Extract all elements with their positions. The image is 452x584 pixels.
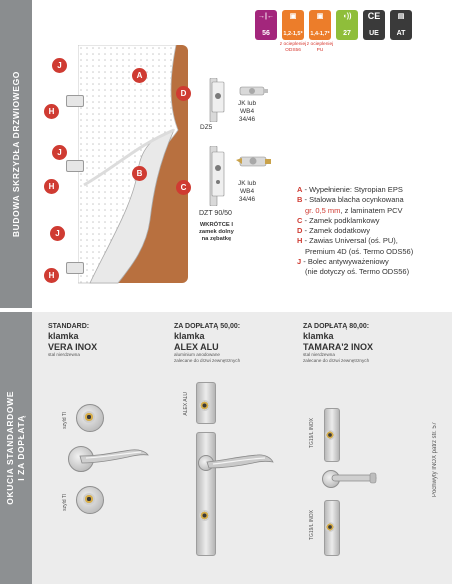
keyhole-icon [83, 493, 95, 505]
lower-cylinder-label: JK lub WB4 34/46 [238, 180, 257, 203]
marker-h: H [44, 104, 59, 119]
badge-thermal-pu [309, 10, 331, 40]
badge-ce-value: UE [369, 30, 379, 37]
thermal-icon: ▣ [289, 13, 297, 20]
product-heading: ZA DOPŁATĄ 50,00: [174, 323, 241, 330]
escutcheon-label: szyld Tl [62, 494, 68, 511]
tamara-handle-icon [330, 468, 380, 490]
tamara-plate-label: TG19/L INOX [309, 510, 315, 541]
legend-item-j: J - Bolec antywyważeniowy [297, 257, 389, 267]
lower-lock-note: WKRÓTCE I zamek dolny na zębatkę [199, 222, 234, 242]
legend-item-c: C - Zamek podklamkowy [297, 215, 380, 225]
product-heading: STANDARD: [48, 323, 90, 330]
marker-j: J [52, 145, 67, 160]
keyhole-icon [325, 522, 335, 532]
badge-thermal-value: 1,2-1,5* [283, 31, 303, 37]
sidebar-bottom-line1: OKUCIA STANDARDOWE [5, 391, 15, 505]
marker-c: C [176, 180, 191, 195]
badge-thermal-sub: z ociepleniej ODS56 [279, 42, 307, 53]
upper-cylinder-icon [239, 84, 269, 98]
product-kind: klamka [174, 331, 205, 341]
marker-j: J [50, 226, 65, 241]
alex-label: ALEX ALU [183, 392, 189, 416]
legend [297, 185, 449, 278]
keyhole-icon [325, 430, 335, 440]
product-standard [48, 322, 97, 358]
sidebar-fittings [0, 312, 32, 584]
legend-item-b-detail: gr. 0,5 mm, z laminatem PCV [305, 205, 403, 215]
marker-a: A [132, 68, 147, 83]
product-desc: stal nierdzewna zalecane do drzwi zewnętrznych [303, 352, 370, 363]
badge-ce [363, 10, 385, 40]
badge-thickness [255, 10, 277, 40]
marker-d: D [176, 86, 191, 101]
badge-at [390, 10, 412, 40]
lower-lock-model: DZT 90/50 [199, 210, 232, 217]
badge-thermal-pu-value: 1,4-1,7* [310, 31, 330, 37]
product-name: VERA INOX [48, 341, 98, 352]
keyhole-icon [83, 411, 95, 423]
product-name: ALEX ALU [174, 341, 219, 352]
legend-item-b: B - Stalowa blacha ocynkowana [297, 195, 404, 205]
product-heading: ZA DOPŁATĄ 80,00: [303, 323, 370, 330]
sidebar-top-label: BUDOWA SKRZYDŁA DRZWIOWEGO [10, 70, 21, 238]
legend-item-d: D - Zamek dodatkowy [297, 226, 370, 236]
tamara-plate-label: TG19/L INOX [309, 418, 315, 449]
keyhole-icon [199, 400, 210, 411]
legend-item-a: A - Wypełnienie: Styropian EPS [297, 185, 403, 194]
sidebar-bottom-line2: I ZA DOPŁATĄ [16, 415, 26, 481]
thermal-icon: ▣ [316, 13, 324, 20]
acoustic-icon: ◖)) [342, 13, 352, 20]
legend-item-h-detail: Premium 4D (oś. Termo ODS56) [305, 246, 414, 256]
badge-thermal-ods56 [282, 10, 304, 40]
upper-lock-model: DZ5 [200, 124, 213, 131]
escutcheon-label: szyld Tl [62, 412, 68, 429]
product-kind: klamka [48, 331, 79, 341]
ce-mark-icon: CE [367, 11, 381, 21]
lower-lock-icon [204, 146, 226, 206]
alex-handle-icon [205, 450, 275, 478]
upper-cylinder-label: JK lub WB4 34/46 [238, 100, 257, 123]
hinge [66, 262, 84, 274]
hinge [66, 95, 84, 107]
certificate-icon: ▤ [397, 13, 405, 20]
sidebar-bottom-label [5, 391, 27, 505]
legend-item-h: H - Zawias Universal (oś. PU), [297, 236, 398, 246]
hinge [66, 160, 84, 172]
product-alex-alu [174, 322, 240, 364]
vera-handle-icon [76, 446, 152, 472]
sidebar-door-structure [0, 0, 32, 308]
lower-cylinder-icon [236, 150, 272, 174]
product-tamara [303, 322, 373, 364]
marker-h: H [44, 179, 59, 194]
marker-b: B [132, 166, 147, 181]
marker-j: J [52, 58, 67, 73]
product-kind: klamka [303, 331, 334, 341]
badge-thermal-pu-sub: z ociepleniej PU [306, 42, 334, 53]
badge-acoustic-value: 27 [343, 30, 351, 37]
marker-h: H [44, 268, 59, 283]
upper-lock-icon [204, 78, 226, 122]
side-note: Pochwyty INOX patrz str. 57 [432, 422, 438, 498]
product-desc: stal nierdzewna [48, 352, 80, 357]
keyhole-icon [199, 510, 210, 521]
thickness-icon: →|← [258, 13, 274, 20]
product-name: TAMARA'2 INOX [303, 341, 373, 352]
badge-thickness-value: 56 [262, 30, 270, 37]
product-desc: aluminium anodowane zalecane do drzwi zewnętrznych [174, 352, 241, 363]
badge-acoustic [336, 10, 358, 40]
legend-item-j-detail: (nie dotyczy oś. Termo ODS56) [305, 267, 410, 277]
badge-at-value: AT [396, 30, 406, 37]
